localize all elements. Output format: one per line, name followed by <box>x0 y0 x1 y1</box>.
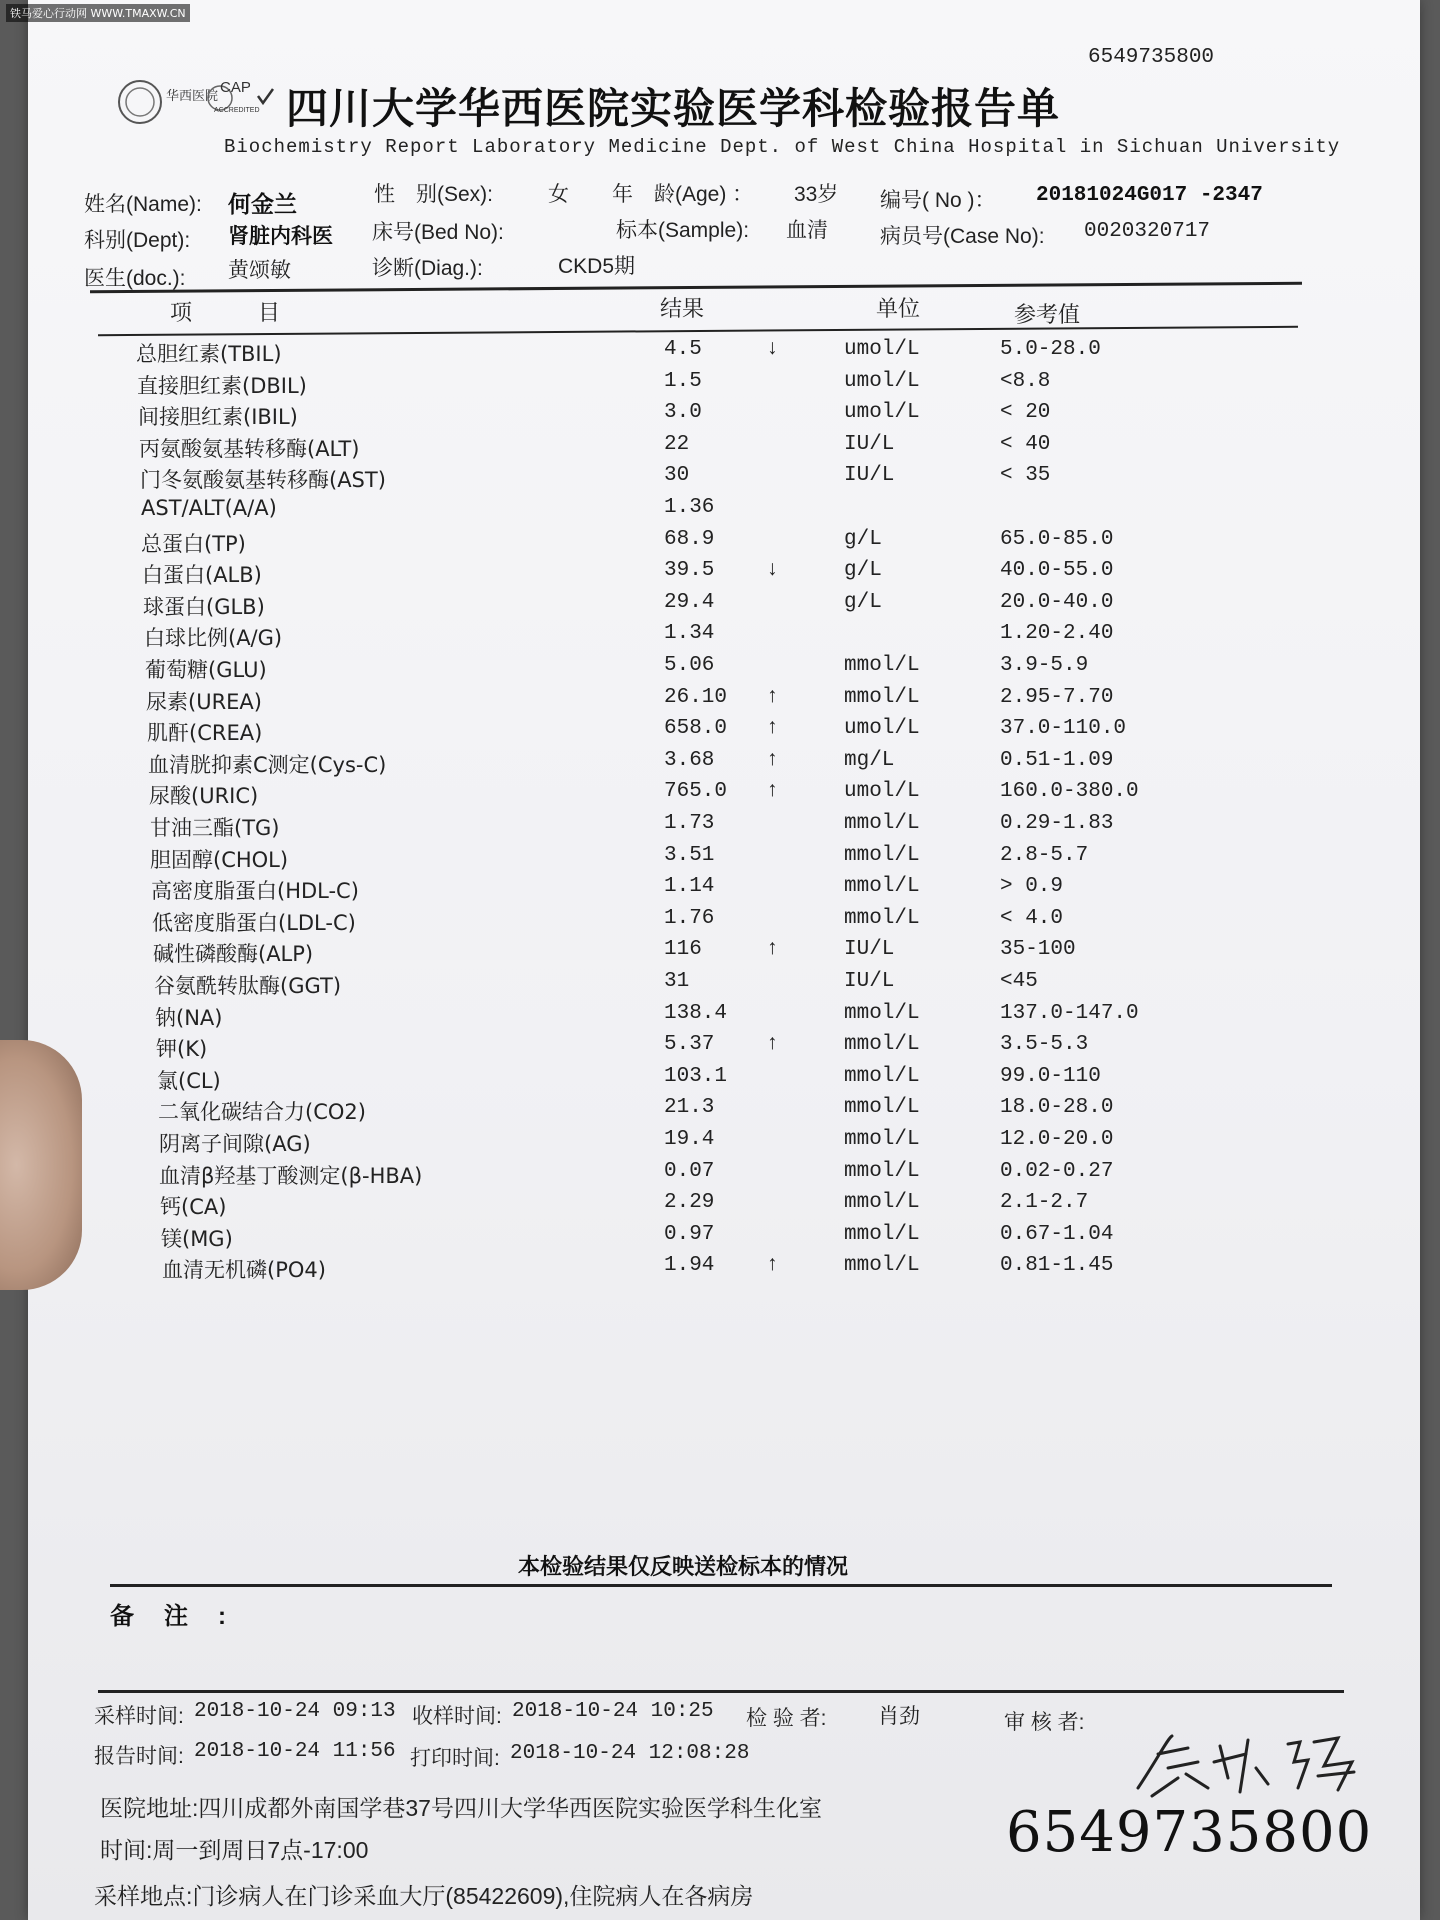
row-result: 30 <box>664 464 690 488</box>
row-unit: mmol/L <box>844 906 920 930</box>
row-unit: umol/L <box>844 338 920 361</box>
sex-label: 性 别(Sex): <box>374 183 494 206</box>
row-ref: 2.1-2.7 <box>1000 1191 1089 1215</box>
row-result: 26.10 <box>664 685 728 709</box>
reviewer-signature <box>1128 1718 1368 1808</box>
row-item: 二氧化碳结合力(CO2) <box>158 1100 366 1125</box>
row-unit: mmol/L <box>844 1064 920 1088</box>
remark-rule-bottom <box>98 1690 1344 1693</box>
row-result: 3.68 <box>664 748 715 772</box>
row-flag: ↑ <box>766 1033 779 1057</box>
row-ref: 20.0-40.0 <box>1000 590 1114 614</box>
row-ref: 137.0-147.0 <box>1000 1001 1139 1025</box>
row-item: 尿素(UREA) <box>146 689 262 714</box>
sampling-place: 采样地点:门诊病人在门诊采血大厅(85422609),住院病人在各病房 <box>94 1883 754 1909</box>
row-ref: 2.95-7.70 <box>1000 685 1114 709</box>
row-unit: mmol/L <box>844 1222 920 1246</box>
table-row <box>28 970 1420 1001</box>
row-unit: mmol/L <box>844 843 920 867</box>
row-flag: ↑ <box>766 938 779 962</box>
row-item: 高密度脂蛋白(HDL-C) <box>151 879 359 904</box>
row-ref: < 4.0 <box>1000 906 1064 930</box>
row-ref: 3.5-5.3 <box>1000 1033 1089 1057</box>
row-unit: IU/L <box>844 970 895 993</box>
tester-name: 肖劲 <box>878 1705 920 1728</box>
hospital-address: 医院地址:四川成都外南国学巷37号四川大学华西医院实验医学科生化室 <box>100 1795 822 1821</box>
table-row <box>28 1096 1420 1127</box>
row-result: 1.36 <box>664 496 715 519</box>
row-unit: mmol/L <box>844 1001 920 1025</box>
row-item: 血清胱抑素C测定(Cys-C) <box>148 752 387 777</box>
age-label: 年 龄(Age) ： <box>612 183 754 206</box>
row-unit: umol/L <box>844 401 920 425</box>
table-row <box>28 812 1420 843</box>
row-item: 直接胆红素(DBIL) <box>137 373 307 398</box>
row-item: 谷氨酰转肽酶(GGT) <box>154 974 342 998</box>
row-item: 碱性磷酸酶(ALP) <box>153 942 314 967</box>
row-item: 门冬氨酸氨基转移酶(AST) <box>140 468 386 493</box>
row-result: 21.3 <box>664 1096 715 1120</box>
row-item: 氯(CL) <box>157 1068 221 1093</box>
table-row <box>28 938 1420 969</box>
table-row <box>28 1191 1420 1222</box>
row-ref: 35-100 <box>1000 938 1076 962</box>
row-result: 3.51 <box>664 843 715 867</box>
row-item: 丙氨酸氨基转移酶(ALT) <box>139 436 360 461</box>
row-item: 血清无机磷(PO4) <box>162 1258 326 1283</box>
row-ref: > 0.9 <box>1000 875 1064 899</box>
reviewer-label: 审 核 者: <box>1004 1711 1085 1734</box>
row-item: AST/ALT(A/A) <box>141 496 277 520</box>
print-time: 2018-10-24 12:08:28 <box>510 1742 750 1765</box>
row-unit: mmol/L <box>844 1191 920 1215</box>
table-row <box>28 1223 1420 1254</box>
row-unit: IU/L <box>844 432 895 456</box>
row-flag: ↓ <box>766 338 779 361</box>
table-row <box>28 433 1420 464</box>
tester-label: 检 验 者: <box>746 1707 827 1730</box>
row-ref: 40.0-55.0 <box>1000 559 1114 583</box>
row-item: 甘油三酯(TG) <box>150 816 280 840</box>
row-item: 葡萄糖(GLU) <box>145 658 267 682</box>
row-result: 5.06 <box>664 654 715 677</box>
row-flag: ↓ <box>766 559 779 583</box>
row-result: 2.29 <box>664 1191 715 1215</box>
footnote: 本检验结果仅反映送检标本的情况 <box>518 1554 849 1579</box>
collect-time-label: 采样时间: <box>94 1705 184 1728</box>
hospital-seal-icon <box>118 74 276 130</box>
row-result: 116 <box>664 938 702 962</box>
table-row <box>28 622 1420 653</box>
row-result: 5.37 <box>664 1033 715 1057</box>
table-row <box>28 686 1420 717</box>
row-result: 22 <box>664 432 690 456</box>
table-row <box>28 559 1420 590</box>
row-item: 总胆红素(TBIL) <box>136 342 282 366</box>
table-row <box>28 907 1420 938</box>
table-row <box>28 496 1420 527</box>
receive-time-label: 收样时间: <box>412 1705 502 1728</box>
row-unit: g/L <box>844 527 882 551</box>
logo-cap-text: CAP <box>220 79 251 96</box>
row-result: 68.9 <box>664 527 715 551</box>
row-result: 765.0 <box>664 780 728 804</box>
row-unit: IU/L <box>844 938 895 962</box>
row-item: 钙(CA) <box>160 1195 227 1220</box>
table-row <box>28 875 1420 906</box>
patient-sex: 女 <box>548 183 569 206</box>
name-label: 姓名(Name): <box>84 193 202 216</box>
row-ref: 3.9-5.9 <box>1000 654 1089 677</box>
row-ref: 0.51-1.09 <box>1000 748 1114 772</box>
row-unit: umol/L <box>844 717 920 741</box>
row-result: 1.14 <box>664 875 715 899</box>
row-item: 球蛋白(GLB) <box>143 594 265 619</box>
patient-diagnosis: CKD5期 <box>558 255 636 278</box>
row-result: 658.0 <box>664 717 728 741</box>
row-result: 138.4 <box>664 1001 728 1025</box>
patient-doctor: 黄颂敏 <box>228 259 291 282</box>
hospital-logo <box>118 74 276 130</box>
print-time-label: 打印时间: <box>410 1747 500 1770</box>
table-row <box>28 780 1420 811</box>
row-item: 低密度脂蛋白(LDL-C) <box>152 910 356 935</box>
row-item: 白球比例(A/G) <box>144 626 283 651</box>
report-no-label: 编号( No )： <box>880 189 996 212</box>
report-paper <box>28 0 1420 1920</box>
table-row <box>28 844 1420 875</box>
row-item: 尿酸(URIC) <box>149 784 259 809</box>
row-item: 阴离子间隙(AG) <box>159 1132 311 1156</box>
table-row <box>28 1065 1420 1096</box>
row-result: 1.76 <box>664 906 715 930</box>
report-time-label: 报告时间: <box>94 1745 184 1768</box>
table-row <box>28 591 1420 622</box>
row-result: 31 <box>664 970 690 993</box>
diagnosis-label: 诊断(Diag.): <box>372 257 483 280</box>
row-unit: mmol/L <box>844 1128 920 1151</box>
row-item: 钾(K) <box>156 1037 208 1062</box>
table-row <box>28 717 1420 748</box>
row-flag: ↑ <box>766 685 779 709</box>
patient-age: 33岁 <box>794 183 839 206</box>
logo-hospital-text: 华西医院 <box>166 89 219 104</box>
row-ref: 5.0-28.0 <box>1000 338 1101 361</box>
row-unit: IU/L <box>844 464 895 488</box>
row-unit: g/L <box>844 559 882 583</box>
row-result: 1.73 <box>664 812 715 835</box>
column-header-result: 结果 <box>660 296 705 321</box>
row-result: 39.5 <box>664 559 715 583</box>
row-result: 0.97 <box>664 1222 715 1246</box>
row-item: 钠(NA) <box>155 1005 223 1030</box>
row-unit: mmol/L <box>844 1033 920 1057</box>
row-result: 4.5 <box>664 338 702 361</box>
logo-accredited-text: ACCREDITED <box>214 107 260 114</box>
site-watermark: 铁马爱心行动网 WWW.TMAXW.CN <box>6 4 190 22</box>
row-item: 白蛋白(ALB) <box>142 563 262 588</box>
row-item: 肌酐(CREA) <box>147 721 263 746</box>
row-ref: 99.0-110 <box>1000 1064 1101 1088</box>
row-result: 19.4 <box>664 1128 715 1151</box>
doctor-label: 医生(doc.): <box>84 267 186 290</box>
opening-hours: 时间:周一到周日7点-17:00 <box>100 1837 369 1863</box>
dept-label: 科别(Dept): <box>84 229 191 252</box>
table-row <box>28 1254 1420 1285</box>
table-row <box>28 464 1420 495</box>
row-unit: mmol/L <box>844 685 920 709</box>
row-ref: 37.0-110.0 <box>1000 717 1127 741</box>
table-row <box>28 749 1420 780</box>
report-title: 四川大学华西医院实验医学科检验报告单 <box>286 85 1061 132</box>
row-unit: mg/L <box>844 748 895 772</box>
holding-finger <box>0 1040 82 1290</box>
row-result: 3.0 <box>664 401 702 425</box>
row-unit: mmol/L <box>844 654 920 677</box>
row-ref: 0.02-0.27 <box>1000 1159 1114 1183</box>
report-number-top: 6549735800 <box>1088 46 1215 69</box>
row-item: 血清β羟基丁酸测定(β-HBA) <box>159 1163 423 1188</box>
row-unit: umol/L <box>844 369 920 393</box>
bed-label: 床号(Bed No): <box>372 221 504 244</box>
row-result: 1.5 <box>664 369 702 393</box>
table-row <box>28 1160 1420 1191</box>
patient-name: 何金兰 <box>228 191 297 217</box>
column-header-ref: 参考值 <box>1014 302 1081 327</box>
table-row <box>28 1033 1420 1064</box>
row-unit: mmol/L <box>844 812 920 835</box>
header-rule-bottom <box>98 326 1298 336</box>
patient-dept: 肾脏内科医 <box>228 225 333 248</box>
table-row <box>28 370 1420 401</box>
row-ref: 18.0-28.0 <box>1000 1096 1114 1120</box>
table-row <box>28 401 1420 432</box>
row-ref: <45 <box>1000 970 1038 993</box>
collect-time: 2018-10-24 09:13 <box>194 1700 396 1723</box>
row-flag: ↑ <box>766 748 779 772</box>
case-no-label: 病员号(Case No): <box>880 225 1045 248</box>
sample-label: 标本(Sample): <box>616 219 750 242</box>
row-ref: < 20 <box>1000 401 1051 425</box>
receive-time: 2018-10-24 10:25 <box>512 1700 714 1723</box>
row-ref: 0.67-1.04 <box>1000 1222 1114 1246</box>
row-ref: 0.29-1.83 <box>1000 812 1114 835</box>
row-unit: mmol/L <box>844 1159 920 1183</box>
row-ref: 2.8-5.7 <box>1000 843 1089 867</box>
row-result: 1.94 <box>664 1254 715 1278</box>
row-item: 总蛋白(TP) <box>141 531 246 556</box>
row-unit: umol/L <box>844 780 920 804</box>
table-row <box>28 1002 1420 1033</box>
row-result: 29.4 <box>664 590 715 614</box>
row-item: 胆固醇(CHOL) <box>150 847 289 872</box>
row-item: 镁(MG) <box>161 1226 233 1251</box>
row-ref: <8.8 <box>1000 369 1051 393</box>
row-ref: 65.0-85.0 <box>1000 527 1114 551</box>
remark-rule-top <box>110 1584 1332 1587</box>
row-result: 0.07 <box>664 1159 715 1183</box>
report-no: 20181024G017 -2347 <box>1036 184 1263 207</box>
row-flag: ↑ <box>766 780 779 804</box>
table-row <box>28 528 1420 559</box>
row-result: 1.34 <box>664 622 715 646</box>
row-flag: ↑ <box>766 717 779 741</box>
report-time: 2018-10-24 11:56 <box>194 1740 396 1763</box>
patient-case-no: 0020320717 <box>1084 220 1211 243</box>
remark-label: 备注: <box>110 1603 256 1630</box>
column-header-unit: 单位 <box>876 296 921 321</box>
table-row <box>28 338 1420 369</box>
row-unit: g/L <box>844 590 882 614</box>
table-row <box>28 1128 1420 1159</box>
report-number-bottom: 6549735800 <box>1006 1800 1373 1865</box>
row-ref: < 40 <box>1000 432 1051 456</box>
row-ref: 1.20-2.40 <box>1000 622 1114 646</box>
row-flag: ↑ <box>766 1254 779 1278</box>
row-unit: mmol/L <box>844 1096 920 1120</box>
row-ref: < 35 <box>1000 464 1051 488</box>
row-unit: mmol/L <box>844 875 920 899</box>
row-ref: 160.0-380.0 <box>1000 780 1139 804</box>
row-result: 103.1 <box>664 1064 728 1088</box>
row-ref: 12.0-20.0 <box>1000 1128 1114 1151</box>
patient-sample: 血清 <box>786 219 828 242</box>
report-subtitle: Biochemistry Report Laboratory Medicine Dept. of West China Hospital in Sichuan University <box>224 136 1341 158</box>
table-row <box>28 654 1420 685</box>
row-ref: 0.81-1.45 <box>1000 1254 1114 1278</box>
row-item: 间接胆红素(IBIL) <box>138 405 298 430</box>
row-unit: mmol/L <box>844 1254 920 1278</box>
column-header-item: 项 目 <box>170 300 281 325</box>
